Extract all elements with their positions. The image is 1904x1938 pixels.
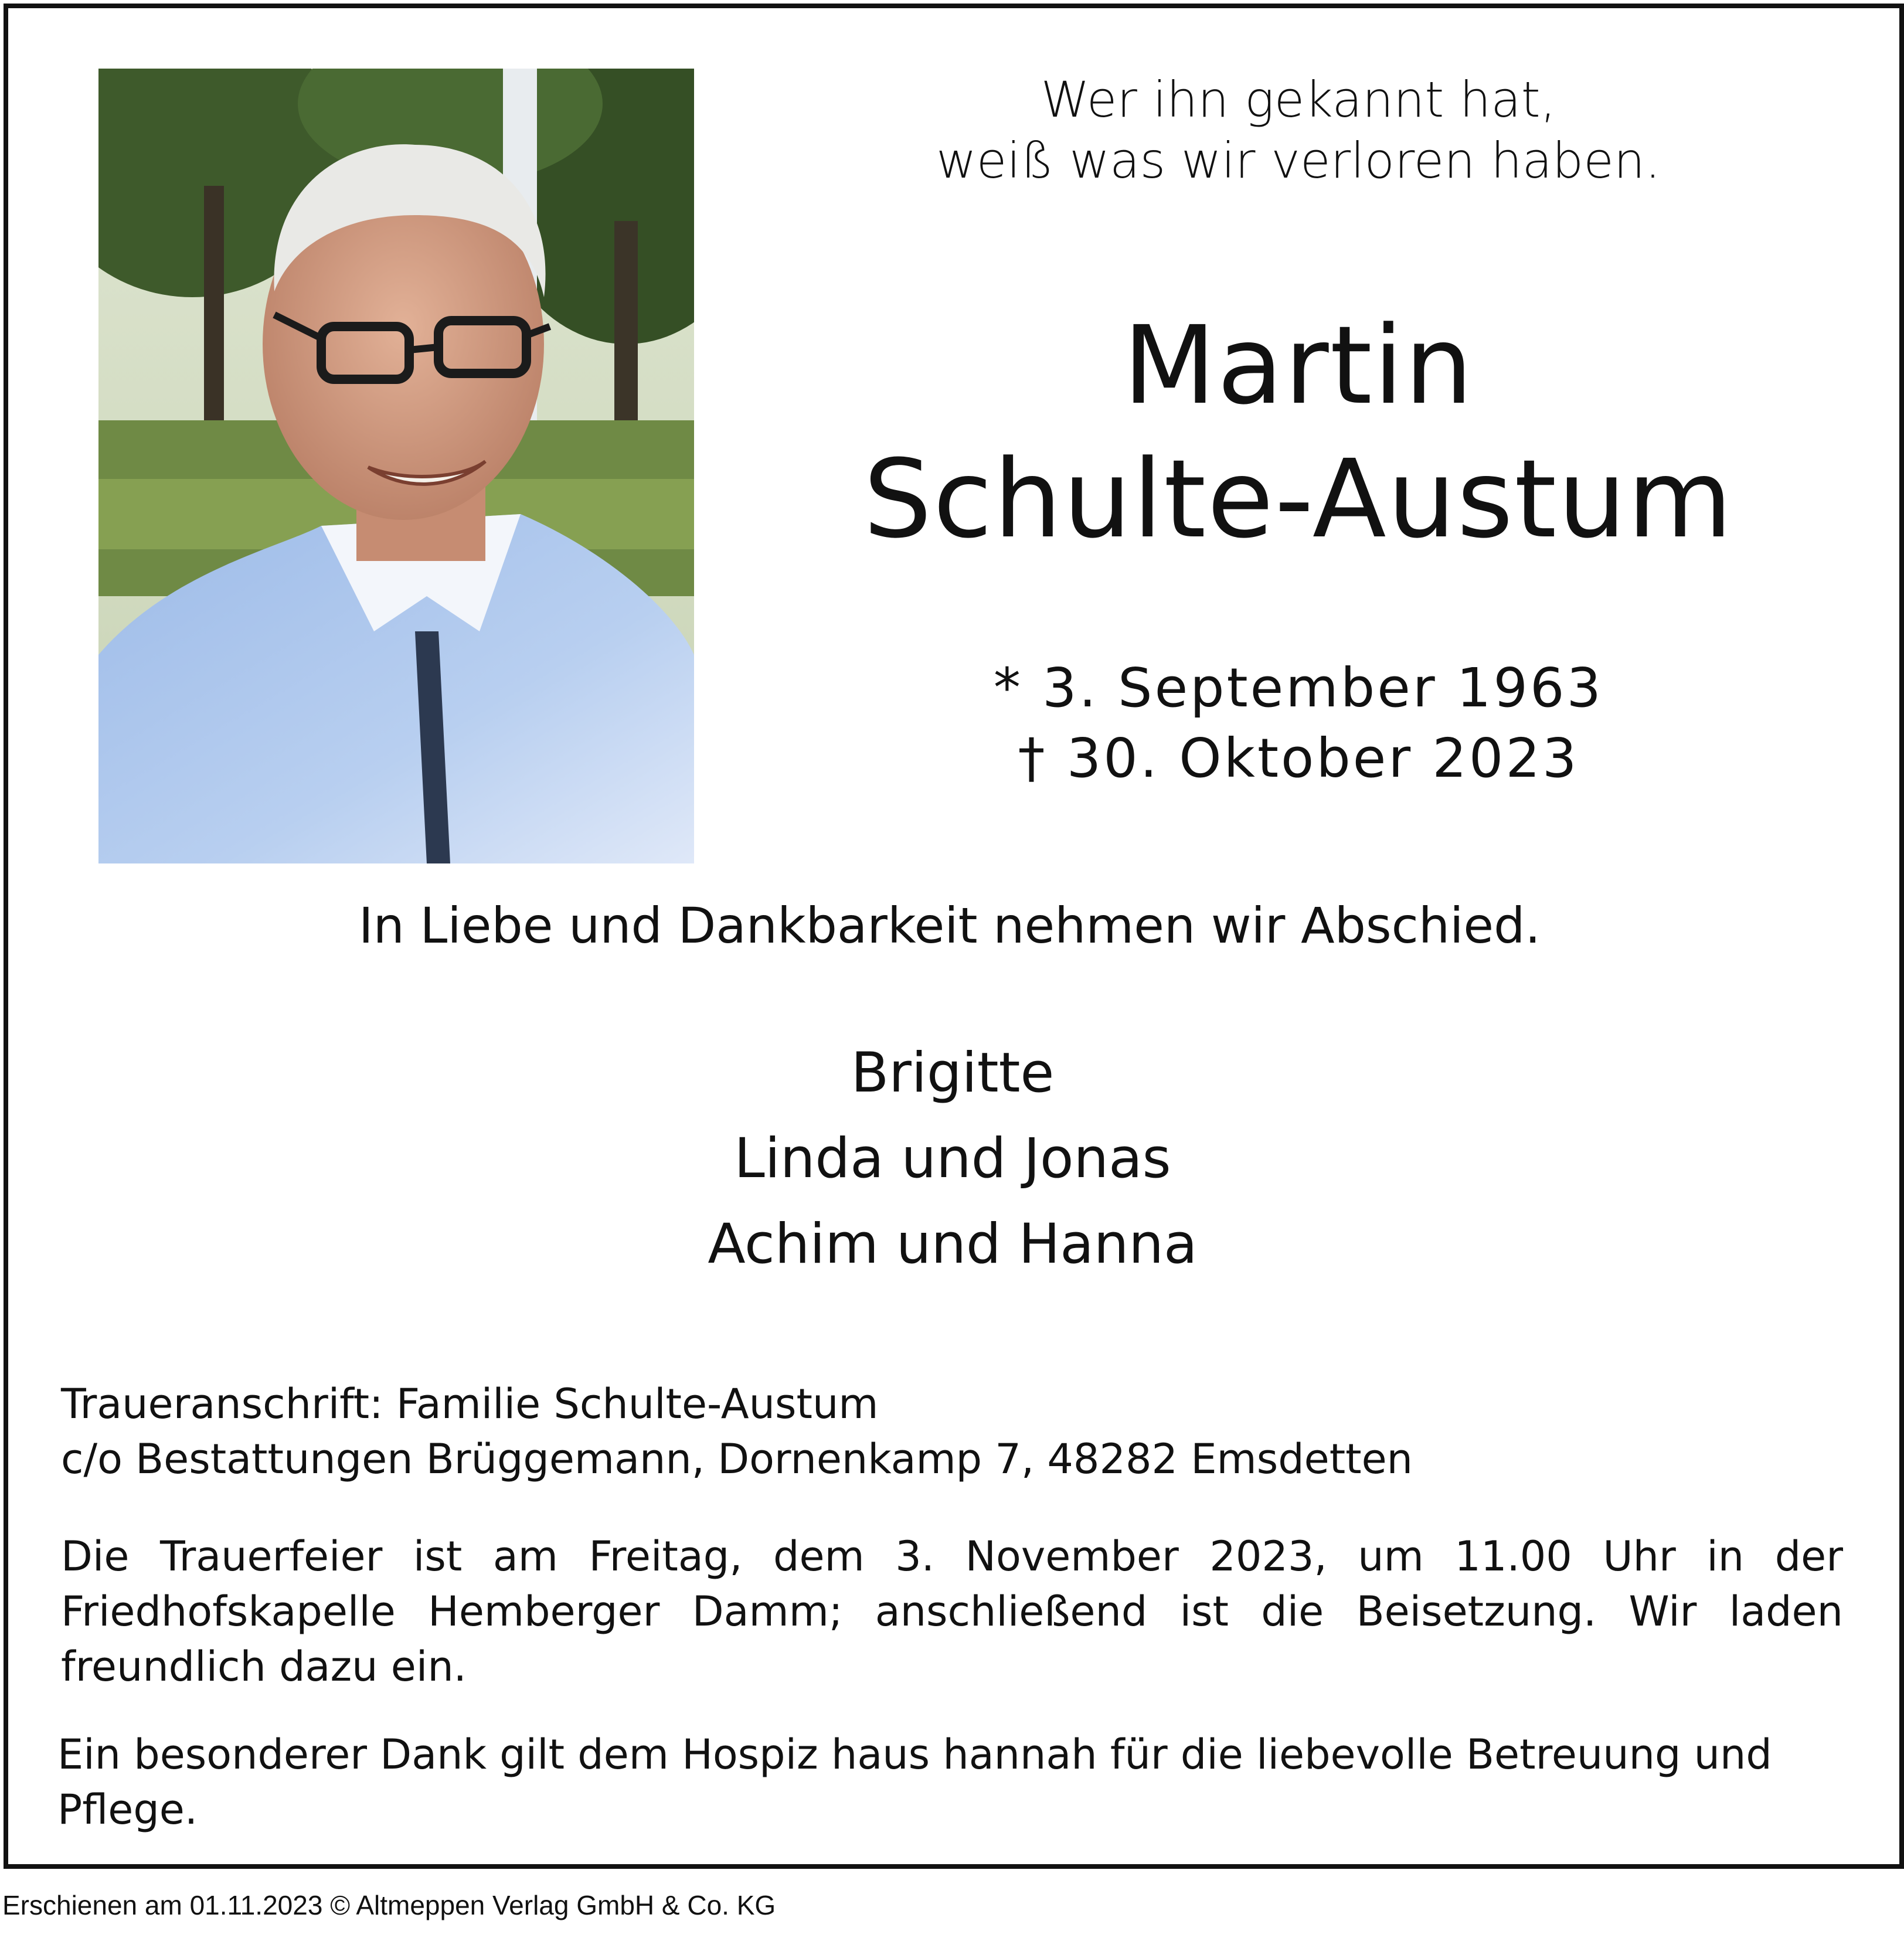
- thanks-note: Ein besonderer Dank gilt dem Hospiz haus hannah für die liebevolle Betreuung und Pflege.: [57, 1730, 1772, 1834]
- quote-line-2: weiß was wir verloren haben.: [936, 132, 1661, 189]
- deceased-name: [809, 299, 1788, 566]
- quote-line-1: Wer ihn gekannt hat,: [1041, 71, 1556, 128]
- first-name: Martin: [1123, 303, 1474, 429]
- family-member: Achim und Hanna: [708, 1212, 1198, 1276]
- family-members: [528, 1031, 1378, 1287]
- life-dates: [903, 653, 1694, 794]
- address-line-1: Traueranschrift: Familie Schulte-Austum: [61, 1380, 879, 1428]
- mourning-address: [61, 1376, 1761, 1487]
- farewell-line: In Liebe und Dankbarkeit nehmen wir Abschied.: [358, 897, 1541, 954]
- portrait-photo-drawing: [98, 69, 694, 863]
- portrait-photo: [98, 69, 694, 863]
- last-name: Schulte-Austum: [863, 437, 1734, 562]
- family-member: Brigitte: [851, 1041, 1055, 1105]
- address-line-2: c/o Bestattungen Brüggemann, Dornenkamp 7, 48282 Emsdetten: [61, 1435, 1413, 1483]
- publication-footer: Erschienen am 01.11.2023 © Altmeppen Verlag GmbH & Co. KG: [2, 1890, 776, 1920]
- death-date: † 30. Oktober 2023: [1018, 727, 1579, 790]
- ceremony-info: Die Trauerfeier ist am Freitag, dem 3. November 2023, um 11.00 Uhr in der Friedhofskapelle Hemberger Damm; anschließend ist die Beisetzung. Wir laden freundlich dazu ein.: [61, 1532, 1843, 1691]
- family-member: Linda und Jonas: [734, 1127, 1171, 1191]
- birth-date: * 3. September 1963: [993, 657, 1604, 719]
- memorial-quote: [850, 69, 1747, 191]
